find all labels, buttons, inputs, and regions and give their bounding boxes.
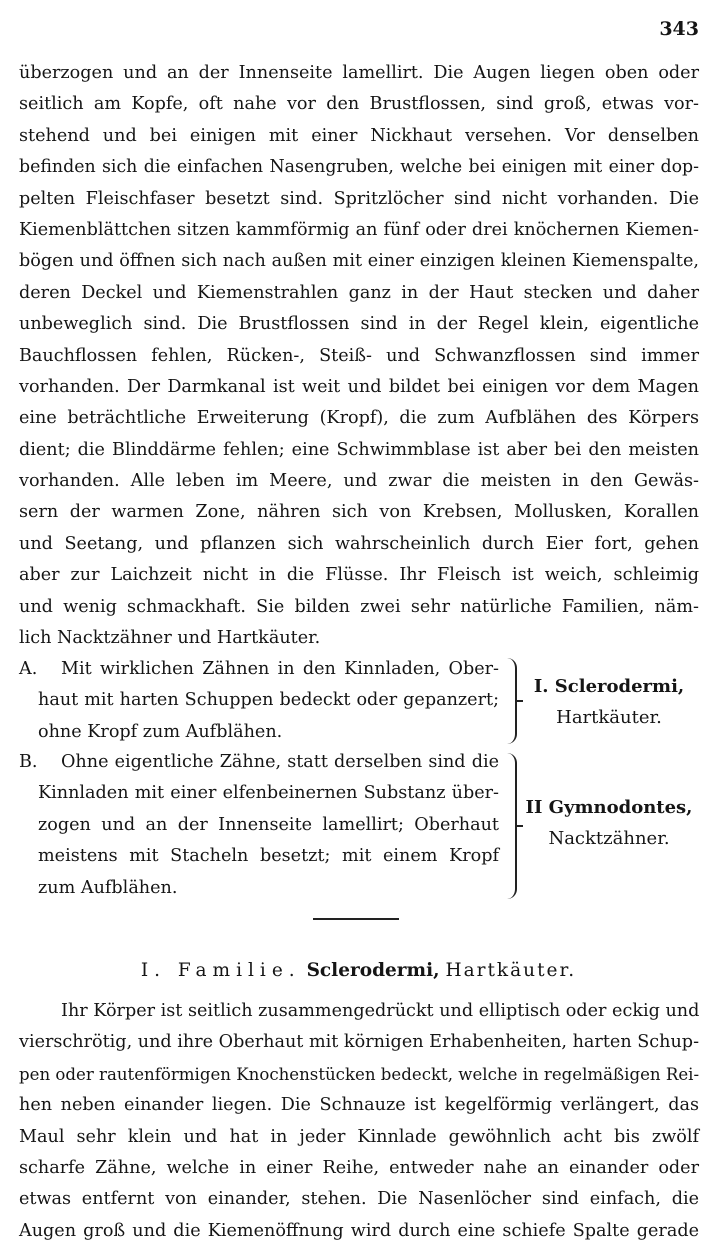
key-result-german-a: Hartkäuter.: [556, 707, 662, 729]
text-line: überzogen und an der Innenseite lamellirt. Die Augen liegen oben oder: [19, 63, 699, 83]
key-letter-a: A.: [19, 659, 38, 679]
key-entry-b: [19, 747, 699, 905]
text-line: dient; die Blinddärme fehlen; eine Schwimmblase ist aber bei den meisten: [19, 439, 699, 460]
text-line: und Seetang, und pflanzen sich wahrscheinlich durch Eier fort, gehen: [19, 533, 699, 554]
key-result-a: [523, 671, 695, 734]
text-line: aber zur Laichzeit nicht in die Flüsse. Ihr Fleisch ist weich, schleimig: [19, 565, 699, 586]
text-line: Bauchflossen fehlen, Rücken-, Steiß- und Schwanzflossen sind immer: [19, 345, 699, 366]
text-line: eine beträchtliche Erweiterung (Kropf), die zum Aufblähen des Körpers: [19, 408, 699, 429]
text-line: seitlich am Kopfe, oft nahe vor den Brustflossen, sind groß, etwas vor-: [19, 94, 699, 115]
text-line: unbeweglich sind. Die Brustflossen sind in der Regel klein, eigentliche: [19, 314, 699, 335]
key-entry-a: [19, 654, 699, 749]
text-line: vierschrötig, und ihre Oberhaut mit körnigen Erhabenheiten, harten Schup-: [19, 1032, 700, 1053]
key-text-a: [19, 654, 499, 748]
family-heading: [0, 955, 717, 986]
paragraph-intro: [19, 58, 699, 654]
page-number: 343: [659, 18, 699, 40]
key-line: meistens mit Stacheln besetzt; mit einem Kropf: [38, 846, 499, 867]
text-line: pelten Fleischfaser besetzt sind. Spritzlöcher sind nicht vorhanden. Die: [19, 188, 699, 209]
text-line: hen neben einander liegen. Die Schnauze ist kegelförmig verlängert, das: [19, 1095, 699, 1116]
text-line: und wenig schmackhaft. Sie bilden zwei sehr natürliche Familien, näm-: [19, 596, 699, 617]
family-heading-prefix: I. Familie.: [140, 960, 301, 981]
key-line: zum Aufblähen.: [38, 877, 178, 898]
key-line: zogen und an der Innenseite lamellirt; Oberhaut: [38, 814, 499, 835]
text-line: Kiemenblättchen sitzen kammförmig an fünf oder drei knöchernen Kiemen-: [19, 219, 699, 240]
text-line: pen oder rautenförmigen Knochenstücken bedeckt, welche in regelmäßigen Rei-: [19, 1064, 700, 1084]
text-line: Ihr Körper ist seitlich zusammengedrückt und elliptisch oder eckig und: [61, 1001, 700, 1021]
text-line: lich Nacktzähner und Hartkäuter.: [19, 628, 321, 649]
key-line: Mit wirklichen Zähnen in den Kinnladen, Ober-: [61, 659, 499, 679]
text-line: Augen groß und die Kiemenöffnung wird durch eine schiefe Spalte gerade: [19, 1220, 699, 1241]
key-result-latin-a: I. Sclerodermi,: [533, 676, 685, 697]
key-letter-b: B.: [19, 752, 38, 772]
key-text-b: [19, 747, 499, 904]
paragraph-family: [19, 996, 699, 1247]
text-line: befinden sich die einfachen Nasengruben, welche bei einigen mit einer dop-: [19, 157, 699, 178]
key-line: Ohne eigentliche Zähne, statt derselben sind die: [61, 752, 499, 772]
text-line: sern der warmen Zone, nähren sich von Krebsen, Mollusken, Korallen: [19, 502, 699, 523]
text-line: bögen und öffnen sich nach außen mit einer einzigen kleinen Kiemenspalte,: [19, 251, 699, 272]
text-line: Maul sehr klein und hat in jeder Kinnlade gewöhnlich acht bis zwölf: [19, 1126, 699, 1147]
text-line: stehend und bei einigen mit einer Nickhaut versehen. Vor denselben: [19, 125, 699, 146]
key-line: ohne Kropf zum Aufblähen.: [38, 721, 283, 742]
key-line: Kinnladen mit einer elfenbeinernen Substanz über-: [38, 783, 499, 804]
text-line: vorhanden. Alle leben im Meere, und zwar die meisten in den Gewäs-: [19, 471, 699, 492]
key-line: haut mit harten Schuppen bedeckt oder gepanzert;: [38, 690, 499, 711]
text-line: vorhanden. Der Darmkanal ist weit und bildet bei einigen vor dem Magen: [19, 376, 699, 397]
key-result-german-b: Nacktzähner.: [548, 828, 670, 850]
text-line: deren Deckel und Kiemenstrahlen ganz in der Haut stecken und daher: [19, 282, 699, 303]
family-heading-latin: Sclerodermi,: [306, 960, 440, 981]
section-divider: [313, 918, 399, 920]
text-line: etwas entfernt von einander, stehen. Die Nasenlöcher sind einfach, die: [19, 1189, 699, 1210]
key-result-b: [519, 792, 699, 855]
family-heading-german: Hartkäuter.: [445, 960, 577, 981]
brace-tip-a: [515, 700, 523, 702]
key-result-latin-b: II Gymnodontes,: [525, 797, 693, 818]
text-line: scharfe Zähne, welche in einer Reihe, entweder nahe an einander oder: [19, 1157, 699, 1178]
